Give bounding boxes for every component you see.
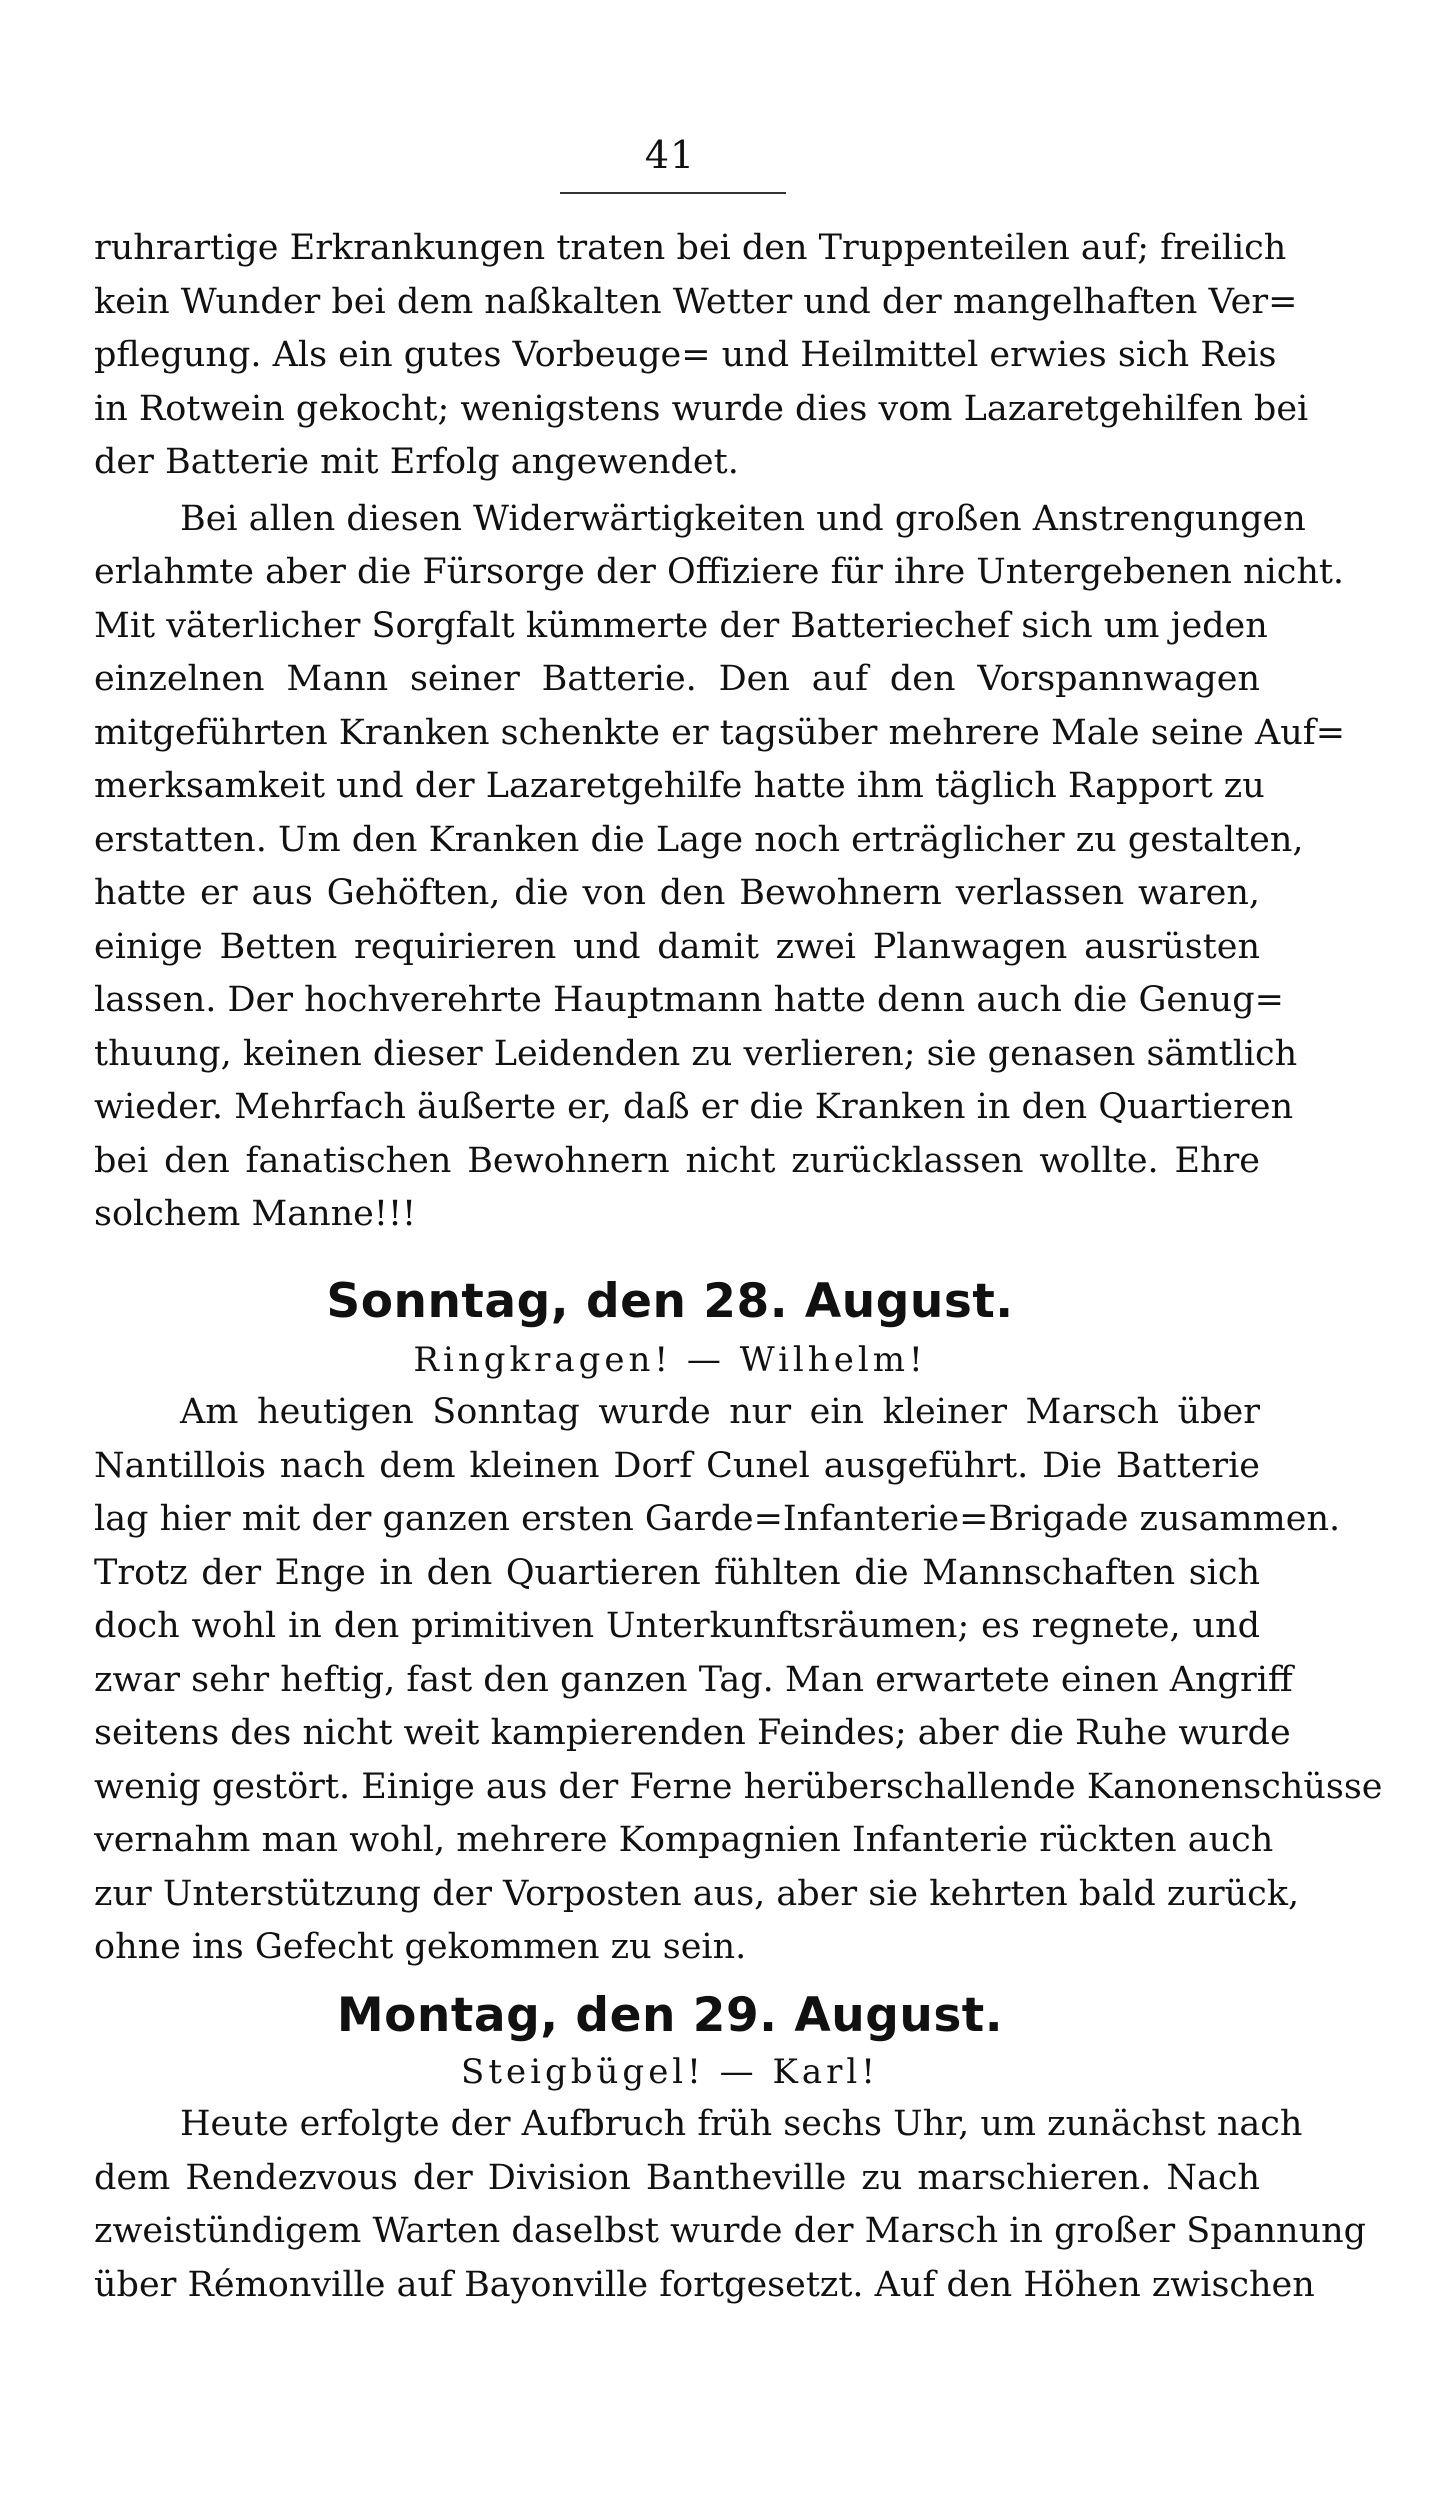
- text-line: thuung, keinen dieser Leidenden zu verlieren; sie genasen sämtlich: [94, 1033, 1298, 1074]
- text-line: merksamkeit und der Lazaretgehilfe hatte ihm täglich Rapport zu: [94, 766, 1265, 806]
- text-line: Mit väterlicher Sorgfalt kümmerte der Batteriechef sich um jeden: [94, 605, 1268, 646]
- text-line: ruhrartige Erkrankungen traten bei den Truppenteilen auf; freilich: [94, 228, 1287, 268]
- text-line: hatte er aus Gehöften, die von den Bewohnern verlassen waren,: [94, 873, 1260, 913]
- section-subheading-sunday: Ringkragen! — Wilhelm!: [413, 1340, 927, 1380]
- header-rule: [560, 192, 786, 194]
- text-line: dem Rendezvous der Division Bantheville zu marschieren. Nach: [94, 2157, 1260, 2198]
- text-line: solchem Manne!!!: [94, 1194, 417, 1234]
- text-line: in Rotwein gekocht; wenigstens wurde dies vom Lazaretgehilfen bei: [94, 388, 1309, 429]
- text-line: zweistündigem Warten daselbst wurde der Marsch in großer Spannung: [94, 2211, 1367, 2251]
- text-line: Heute erfolgte der Aufbruch früh sechs Uhr, um zunächst nach: [180, 2104, 1303, 2144]
- text-line: seitens des nicht weit kampierenden Feindes; aber die Ruhe wurde: [94, 1713, 1291, 1753]
- text-line: wieder. Mehrfach äußerte er, daß er die Kranken in den Quartieren: [94, 1087, 1294, 1127]
- text-line: einige Betten requirieren und damit zwei Planwagen ausrüsten: [94, 926, 1260, 967]
- text-line: zur Unterstützung der Vorposten aus, aber sie kehrten bald zurück,: [94, 1873, 1300, 1914]
- text-line: der Batterie mit Erfolg angewendet.: [94, 442, 739, 482]
- text-line: ohne ins Gefecht gekommen zu sein.: [94, 1927, 747, 1967]
- text-line: Bei allen diesen Widerwärtigkeiten und großen Anstrengungen: [180, 498, 1306, 539]
- text-line: doch wohl in den primitiven Unterkunftsräumen; es regnete, und: [94, 1606, 1260, 1646]
- text-line: lassen. Der hochverehrte Hauptmann hatte denn auch die Genug=: [94, 980, 1284, 1020]
- text-line: Am heutigen Sonntag wurde nur ein kleiner Marsch über: [180, 1392, 1260, 1432]
- text-line: vernahm man wohl, mehrere Kompagnien Infanterie rückten auch: [94, 1820, 1274, 1860]
- text-line: mitgeführten Kranken schenkte er tagsüber mehrere Male seine Auf=: [94, 712, 1346, 753]
- text-line: kein Wunder bei dem naßkalten Wetter und der mangelhaften Ver=: [94, 281, 1298, 322]
- text-line: zwar sehr heftig, fast den ganzen Tag. Man erwartete einen Angriff: [94, 1659, 1293, 1700]
- section-heading-monday: Montag, den 29. August.: [336, 1988, 1004, 2043]
- text-line: bei den fanatischen Bewohnern nicht zurücklassen wollte. Ehre: [94, 1140, 1260, 1181]
- text-line: über Rémonville auf Bayonville fortgesetzt. Auf den Höhen zwischen: [94, 2264, 1315, 2305]
- text-line: lag hier mit der ganzen ersten Garde=Infanterie=Brigade zusammen.: [94, 1499, 1341, 1539]
- text-line: erlahmte aber die Fürsorge der Offiziere für ihre Untergebenen nicht.: [94, 552, 1345, 592]
- text-line: wenig gestört. Einige aus der Ferne herüberschallende Kanonenschüsse: [94, 1766, 1383, 1807]
- text-line: pflegung. Als ein gutes Vorbeuge= und Heilmittel erwies sich Reis: [94, 335, 1277, 375]
- section-sunday-text: [94, 1386, 1383, 1975]
- section-continuation: [94, 222, 1346, 1242]
- section-subheading-monday: Steigbügel! — Karl!: [461, 2052, 879, 2092]
- section-heading-sunday: Sonntag, den 28. August.: [326, 1274, 1014, 1329]
- page-number: 41: [644, 133, 696, 177]
- section-monday-text: [94, 2098, 1367, 2312]
- text-line: erstatten. Um den Kranken die Lage noch erträglicher zu gestalten,: [94, 819, 1304, 860]
- text-line: einzelnen Mann seiner Batterie. Den auf den Vorspannwagen: [94, 659, 1260, 699]
- text-line: Nantillois nach dem kleinen Dorf Cunel ausgeführt. Die Batterie: [94, 1445, 1260, 1486]
- text-line: Trotz der Enge in den Quartieren fühlten die Mannschaften sich: [94, 1552, 1260, 1593]
